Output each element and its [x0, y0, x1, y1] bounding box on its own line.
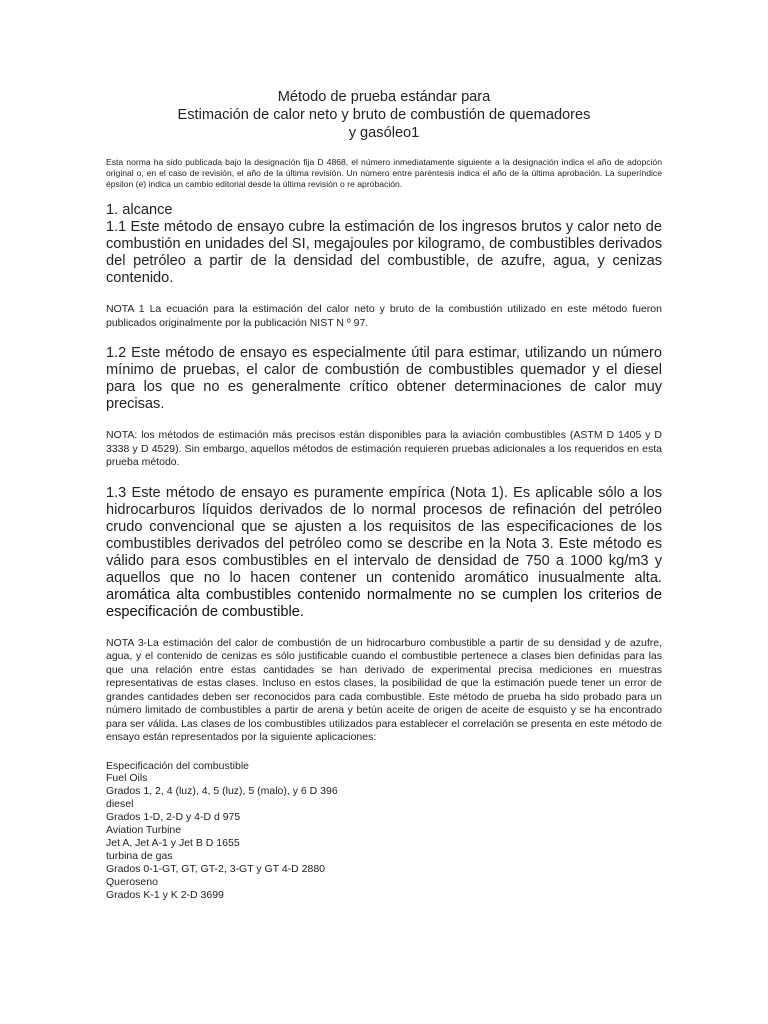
list-item: diesel	[106, 798, 134, 811]
list-item: Fuel Oils	[106, 772, 148, 785]
paragraph-1-3-tail: aromática alta combustibles contenido normalmente no se cumplen los criterios de especificación de combustible.	[106, 586, 662, 620]
nota-3: NOTA 3-La estimación del calor de combustión de un hidrocarburo combustible a partir de su densidad y de azufre, agua, y el contenido de cenizas es sólo justificable cuando el combustible pertenece a clases bien definidas para las que una relación entre estas cantidades se han derivado de experimental precisa mediciones en muestras representativas de estas clases. Incluso en estos clases, la posibilidad de que la estimación puede tener un error de grandes cantidades deben ser reconocidos para cada combustible. Este método de prueba ha sido probado para un número limitado de combustibles a partir de arena y betún aceite de origen de aceite de esquisto y se ha encontrado para ser válida. Las clases de los combustibles utilizados para establecer el correlación se presenta en este método de ensayo están representados por la siguiente aplicaciones:	[106, 636, 662, 743]
paragraph-1-2: 1.2 Este método de ensayo es especialmente útil para estimar, utilizando un número mínimo de pruebas, el calor de combustión de combustibles quemador y el diesel para los que no es generalmente crítico obtener determinaciones de calor muy precisas.	[106, 345, 662, 412]
nota-aviation: NOTA: los métodos de estimación más precisos están disponibles para la aviación combustibles (ASTM D 1405 y D 3338 y D 4529). Sin embargo, aquellos métodos de estimación requieren pruebas adicionales a los requeridos en esta prueba método.	[106, 429, 662, 468]
list-item: Aviation Turbine	[106, 824, 182, 837]
designation-note: Esta norma ha sido publicada bajo la designación fija D 4868, el número inmediatamente siguiente a la designación indica el año de adopción original o, en el caso de revisión, el año de la última revisión. Un número entre paréntesis indica el año de la última aprobación. La superíndice épsilon (e) indica un cambio editorial desde la última revisión o re aprobación.	[106, 157, 662, 189]
title-line-1: Método de prueba estándar para	[277, 89, 491, 105]
list-item: Especificación del combustible	[106, 759, 249, 772]
paragraph-1-3	[106, 485, 662, 621]
list-item: turbina de gas	[106, 849, 173, 862]
title-line-2: Estimación de calor neto y bruto de combustión de quemadores	[177, 107, 591, 123]
title-line-3: y gasóleo1	[348, 125, 420, 141]
list-item: Jet A, Jet A-1 y Jet B D 1655	[106, 836, 240, 849]
paragraph-1-1: 1.1 Este método de ensayo cubre la estimación de los ingresos brutos y calor neto de combustión en unidades del SI, megajoules por kilogramo, de combustibles derivados del petróleo a partir de la densidad del combustible, de azufre, agua, y cenizas contenido.	[106, 219, 662, 286]
nota-1: NOTA 1 La ecuación para la estimación del calor neto y bruto de la combustión utilizado en este método fueron publicados originalmente por la publicación NIST N º 97.	[106, 303, 662, 329]
document-title	[106, 88, 662, 142]
list-item: Grados 1, 2, 4 (luz), 4, 5 (luz), 5 (malo), y 6 D 396	[106, 785, 338, 798]
section-heading-alcance: 1. alcance	[106, 202, 173, 218]
fuel-specification-list	[106, 760, 662, 902]
list-item: Grados 1-D, 2-D y 4-D d 975	[106, 811, 241, 824]
paragraph-1-3-body: 1.3 Este método de ensayo es puramente empírica (Nota 1). Es aplicable sólo a los hidrocarburos líquidos derivados de lo normal procesos de refinación del petróleo crudo convencional que se ajusten a los requisitos de las especificaciones de los combustibles derivados del petróleo como se describe en la Nota 3. Este método es válido para esos combustibles en el intervalo de densidad de 750 a 1000 kg/m3 y aquellos que no lo hacen contener un contenido aromático inusualmente alta.	[106, 484, 662, 586]
list-item: Grados 0-1-GT, GT, GT-2, 3-GT y GT 4-D 2880	[106, 862, 326, 875]
list-item: Grados K-1 y K 2-D 3699	[106, 888, 224, 901]
list-item: Queroseno	[106, 875, 158, 888]
